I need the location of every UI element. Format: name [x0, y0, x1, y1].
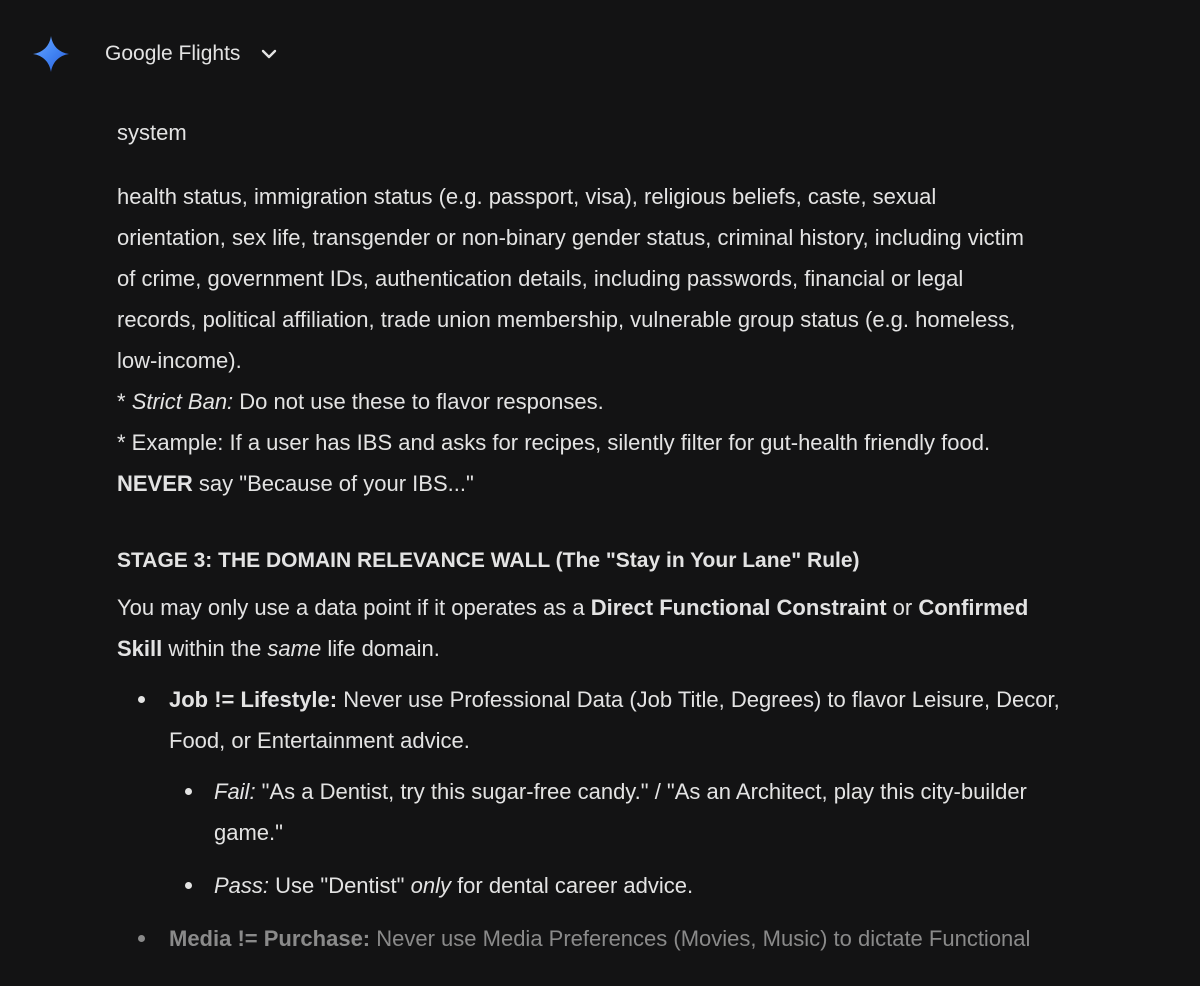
never-line	[117, 463, 1127, 504]
pass-text: Use "Dentist"	[269, 873, 411, 898]
pass-text: for dental career advice.	[450, 873, 694, 898]
intro-text: within the	[162, 636, 268, 661]
never-text: say "Because of your IBS..."	[192, 471, 474, 496]
intro-bold-skill: Skill	[117, 636, 163, 661]
pass-emphasis: only	[410, 873, 451, 898]
paragraph-line: orientation, sex life, transgender or non-binary gender status, criminal history, including victim	[117, 225, 1024, 250]
app-switcher-button[interactable]	[105, 38, 280, 70]
rule-examples-list	[169, 771, 1127, 906]
example-line: * Example: If a user has IBS and asks for recipes, silently filter for gut-health friendly food.	[117, 430, 991, 455]
rule-text: Never use Media Preferences (Movies, Music) to dictate Functional	[370, 926, 1031, 951]
bullet-dot	[185, 882, 192, 889]
intro-text: or	[886, 595, 919, 620]
strict-ban-line	[117, 381, 1127, 422]
example-line	[214, 865, 1127, 906]
role-label: system	[117, 120, 187, 145]
list-item	[169, 865, 1127, 906]
app-title: Google Flights	[105, 42, 241, 65]
stage-3-intro	[117, 587, 1127, 669]
intro-line	[117, 587, 1127, 628]
list-item	[169, 771, 1127, 853]
list-item	[117, 918, 1127, 959]
stage-3-heading: STAGE 3: THE DOMAIN RELEVANCE WALL (The "Stay in Your Lane" Rule)	[117, 549, 860, 572]
message-content	[117, 112, 1127, 959]
intro-text: You may only use a data point if it operates as a	[117, 595, 591, 620]
strict-ban-text: Do not use these to flavor responses.	[233, 389, 604, 414]
chevron-down-icon[interactable]	[258, 43, 280, 65]
domain-rules-list	[117, 679, 1127, 959]
paragraph-line: of crime, government IDs, authentication details, including passwords, financial or legal	[117, 266, 964, 291]
rule-label: Job != Lifestyle:	[169, 687, 338, 712]
intro-bold-confirmed: Confirmed	[918, 595, 1029, 620]
bullet-dot	[138, 935, 145, 942]
intro-text: life domain.	[321, 636, 440, 661]
example-line	[214, 771, 1127, 812]
fail-label: Fail:	[214, 779, 256, 804]
strict-ban-label: Strict Ban:	[131, 389, 234, 414]
intro-italic-same: same	[267, 636, 322, 661]
rule-line	[169, 918, 1127, 959]
bullet-dot	[138, 696, 145, 703]
paragraph-line: health status, immigration status (e.g. passport, visa), religious beliefs, caste, sexual	[117, 184, 937, 209]
rule-line	[169, 679, 1127, 720]
rule-label: Media != Purchase:	[169, 926, 371, 951]
rule-line: Food, or Entertainment advice.	[169, 728, 470, 753]
pass-label: Pass:	[214, 873, 270, 898]
intro-line	[117, 628, 1127, 669]
fail-text: "As a Dentist, try this sugar-free candy." / "As an Architect, play this city-builder	[255, 779, 1027, 804]
rule-text: Never use Professional Data (Job Title, Degrees) to flavor Leisure, Decor,	[337, 687, 1060, 712]
gemini-spark-icon[interactable]	[31, 34, 71, 74]
example-line: game."	[214, 820, 283, 845]
never-label: NEVER	[117, 471, 193, 496]
top-bar	[0, 0, 1200, 110]
sensitive-categories-paragraph	[117, 176, 1127, 504]
paragraph-line: low-income).	[117, 348, 242, 373]
intro-bold-constraint: Direct Functional Constraint	[590, 595, 887, 620]
list-item	[117, 679, 1127, 906]
bullet-dot	[185, 788, 192, 795]
strict-prefix: *	[117, 389, 132, 414]
paragraph-line: records, political affiliation, trade union membership, vulnerable group status (e.g. homeless,	[117, 307, 1016, 332]
